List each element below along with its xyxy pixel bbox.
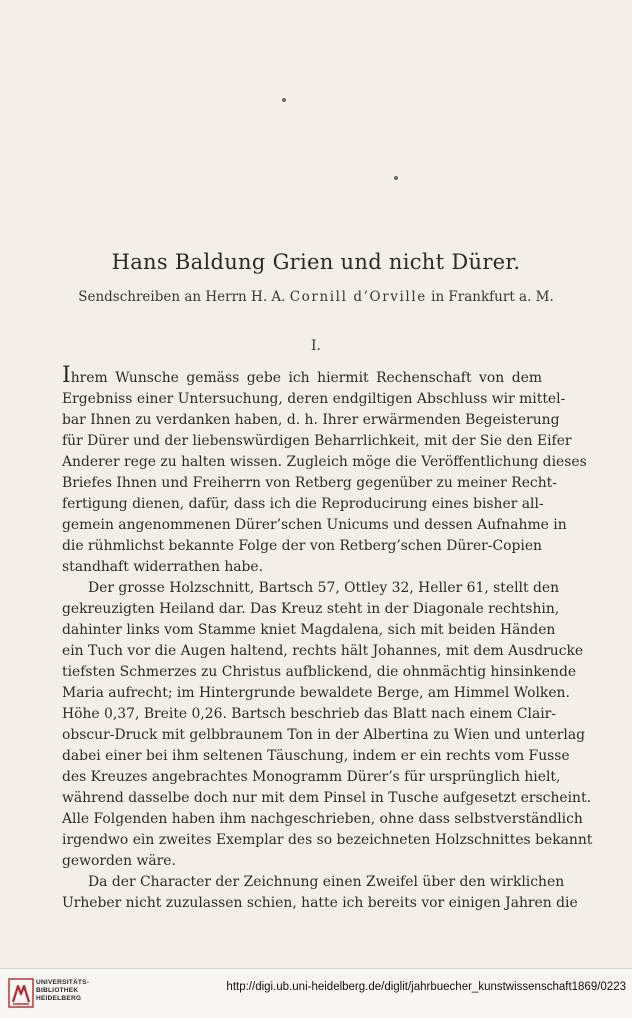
article-subtitle	[0, 289, 632, 305]
body-line: Briefes Ihnen und Freiherrn von Retberg gegenüber zu meiner Recht-	[62, 475, 557, 491]
library-name	[36, 979, 89, 1003]
body-line: des Kreuzes angebrachtes Monogramm Dürer’s für ursprünglich hielt,	[62, 769, 561, 785]
permalink-link[interactable]: http://digi.ub.uni-heidelberg.de/diglit/jahrbuecher_kunstwissenschaft1869/0223	[226, 981, 626, 993]
body-line: geworden wäre.	[62, 853, 176, 869]
body-line: gemein angenommenen Dürer’schen Unicums und dessen Aufnahme in	[62, 517, 567, 533]
body-line: ein Tuch vor die Augen haltend, rechts hält Johannes, mit dem Ausdrucke	[62, 643, 584, 659]
ink-speck	[394, 176, 398, 180]
body-line: Da der Character der Zeichnung einen Zweifel über den wirklichen	[88, 874, 565, 890]
body-line: standhaft widerrathen habe.	[62, 559, 264, 575]
body-line: Maria aufrecht; im Hintergrunde bewaldete Berge, am Himmel Wolken.	[62, 685, 570, 701]
body-line: Alle Folgenden haben ihm nachgeschrieben, ohne dass selbstverständlich	[62, 811, 583, 827]
body-line: obscur-Druck mit gelbbraunem Ton in der Albertina zu Wien und unterlag	[62, 727, 586, 743]
body-line: tiefsten Schmerzes zu Christus aufblickend, die ohnmächtig hinsinkende	[62, 664, 577, 680]
body-line: Ergebniss einer Untersuchung, deren endgiltigen Abschluss wir mittel-	[62, 391, 566, 407]
body-line: dabei einer bei ihm seltenen Täuschung, indem er ein rechts vom Fusse	[62, 748, 570, 764]
library-line-2: BIBLIOTHEK	[36, 987, 79, 994]
body-line: während dasselbe doch nur mit dem Pinsel in Tusche aufgesetzt erscheint.	[62, 790, 592, 806]
initial-letter: I	[62, 363, 71, 388]
article-title: Hans Baldung Grien und nicht Dürer.	[111, 250, 521, 274]
body-line: fertigung dienen, dafür, dass ich die Reproducirung eines bisher all-	[62, 496, 544, 512]
body-line: dahinter links vom Stamme kniet Magdalena, sich mit beiden Händen	[62, 622, 556, 638]
body-line: Urheber nicht zuzulassen schien, hatte ich bereits vor einigen Jahren die	[62, 895, 578, 911]
body-line: Höhe 0,37, Breite 0,26. Bartsch beschrieb das Blatt nach einem Clair-	[62, 706, 557, 722]
body-line: Anderer rege zu halten wissen. Zugleich möge die Veröffentlichung dieses	[62, 454, 587, 470]
body-line: die rühmlichst bekannte Folge der von Retberg’schen Dürer-Copien	[62, 538, 542, 554]
body-line: Ihrem Wunsche gemäss gebe ich hiermit Rechenschaft von dem	[62, 363, 542, 388]
library-line-1: UNIVERSITÄTS-	[36, 979, 90, 986]
footer-bar	[0, 968, 632, 1018]
library-logo-icon	[8, 978, 34, 1008]
section-number: I.	[311, 338, 321, 354]
subtitle-name: Cornill d’Orville	[289, 289, 427, 305]
ink-speck	[282, 98, 286, 102]
subtitle-suffix: in Frankfurt a. M.	[431, 289, 554, 305]
library-line-3: HEIDELBERG	[36, 995, 82, 1002]
body-line: für Dürer und der liebenswürdigen Beharrlichkeit, mit der Sie den Eifer	[62, 433, 572, 449]
body-text	[62, 363, 593, 914]
body-line: gekreuzigten Heiland dar. Das Kreuz steht in der Diagonale rechtshin,	[62, 601, 560, 617]
body-line: bar Ihnen zu verdanken haben, d. h. Ihrer erwärmenden Begeisterung	[62, 412, 560, 428]
body-line: irgendwo ein zweites Exemplar des so bezeichneten Holzschnittes bekannt	[62, 832, 593, 848]
body-line: Der grosse Holzschnitt, Bartsch 57, Ottley 32, Heller 61, stellt den	[88, 580, 560, 596]
subtitle-prefix: Sendschreiben an Herrn H. A.	[78, 289, 286, 305]
